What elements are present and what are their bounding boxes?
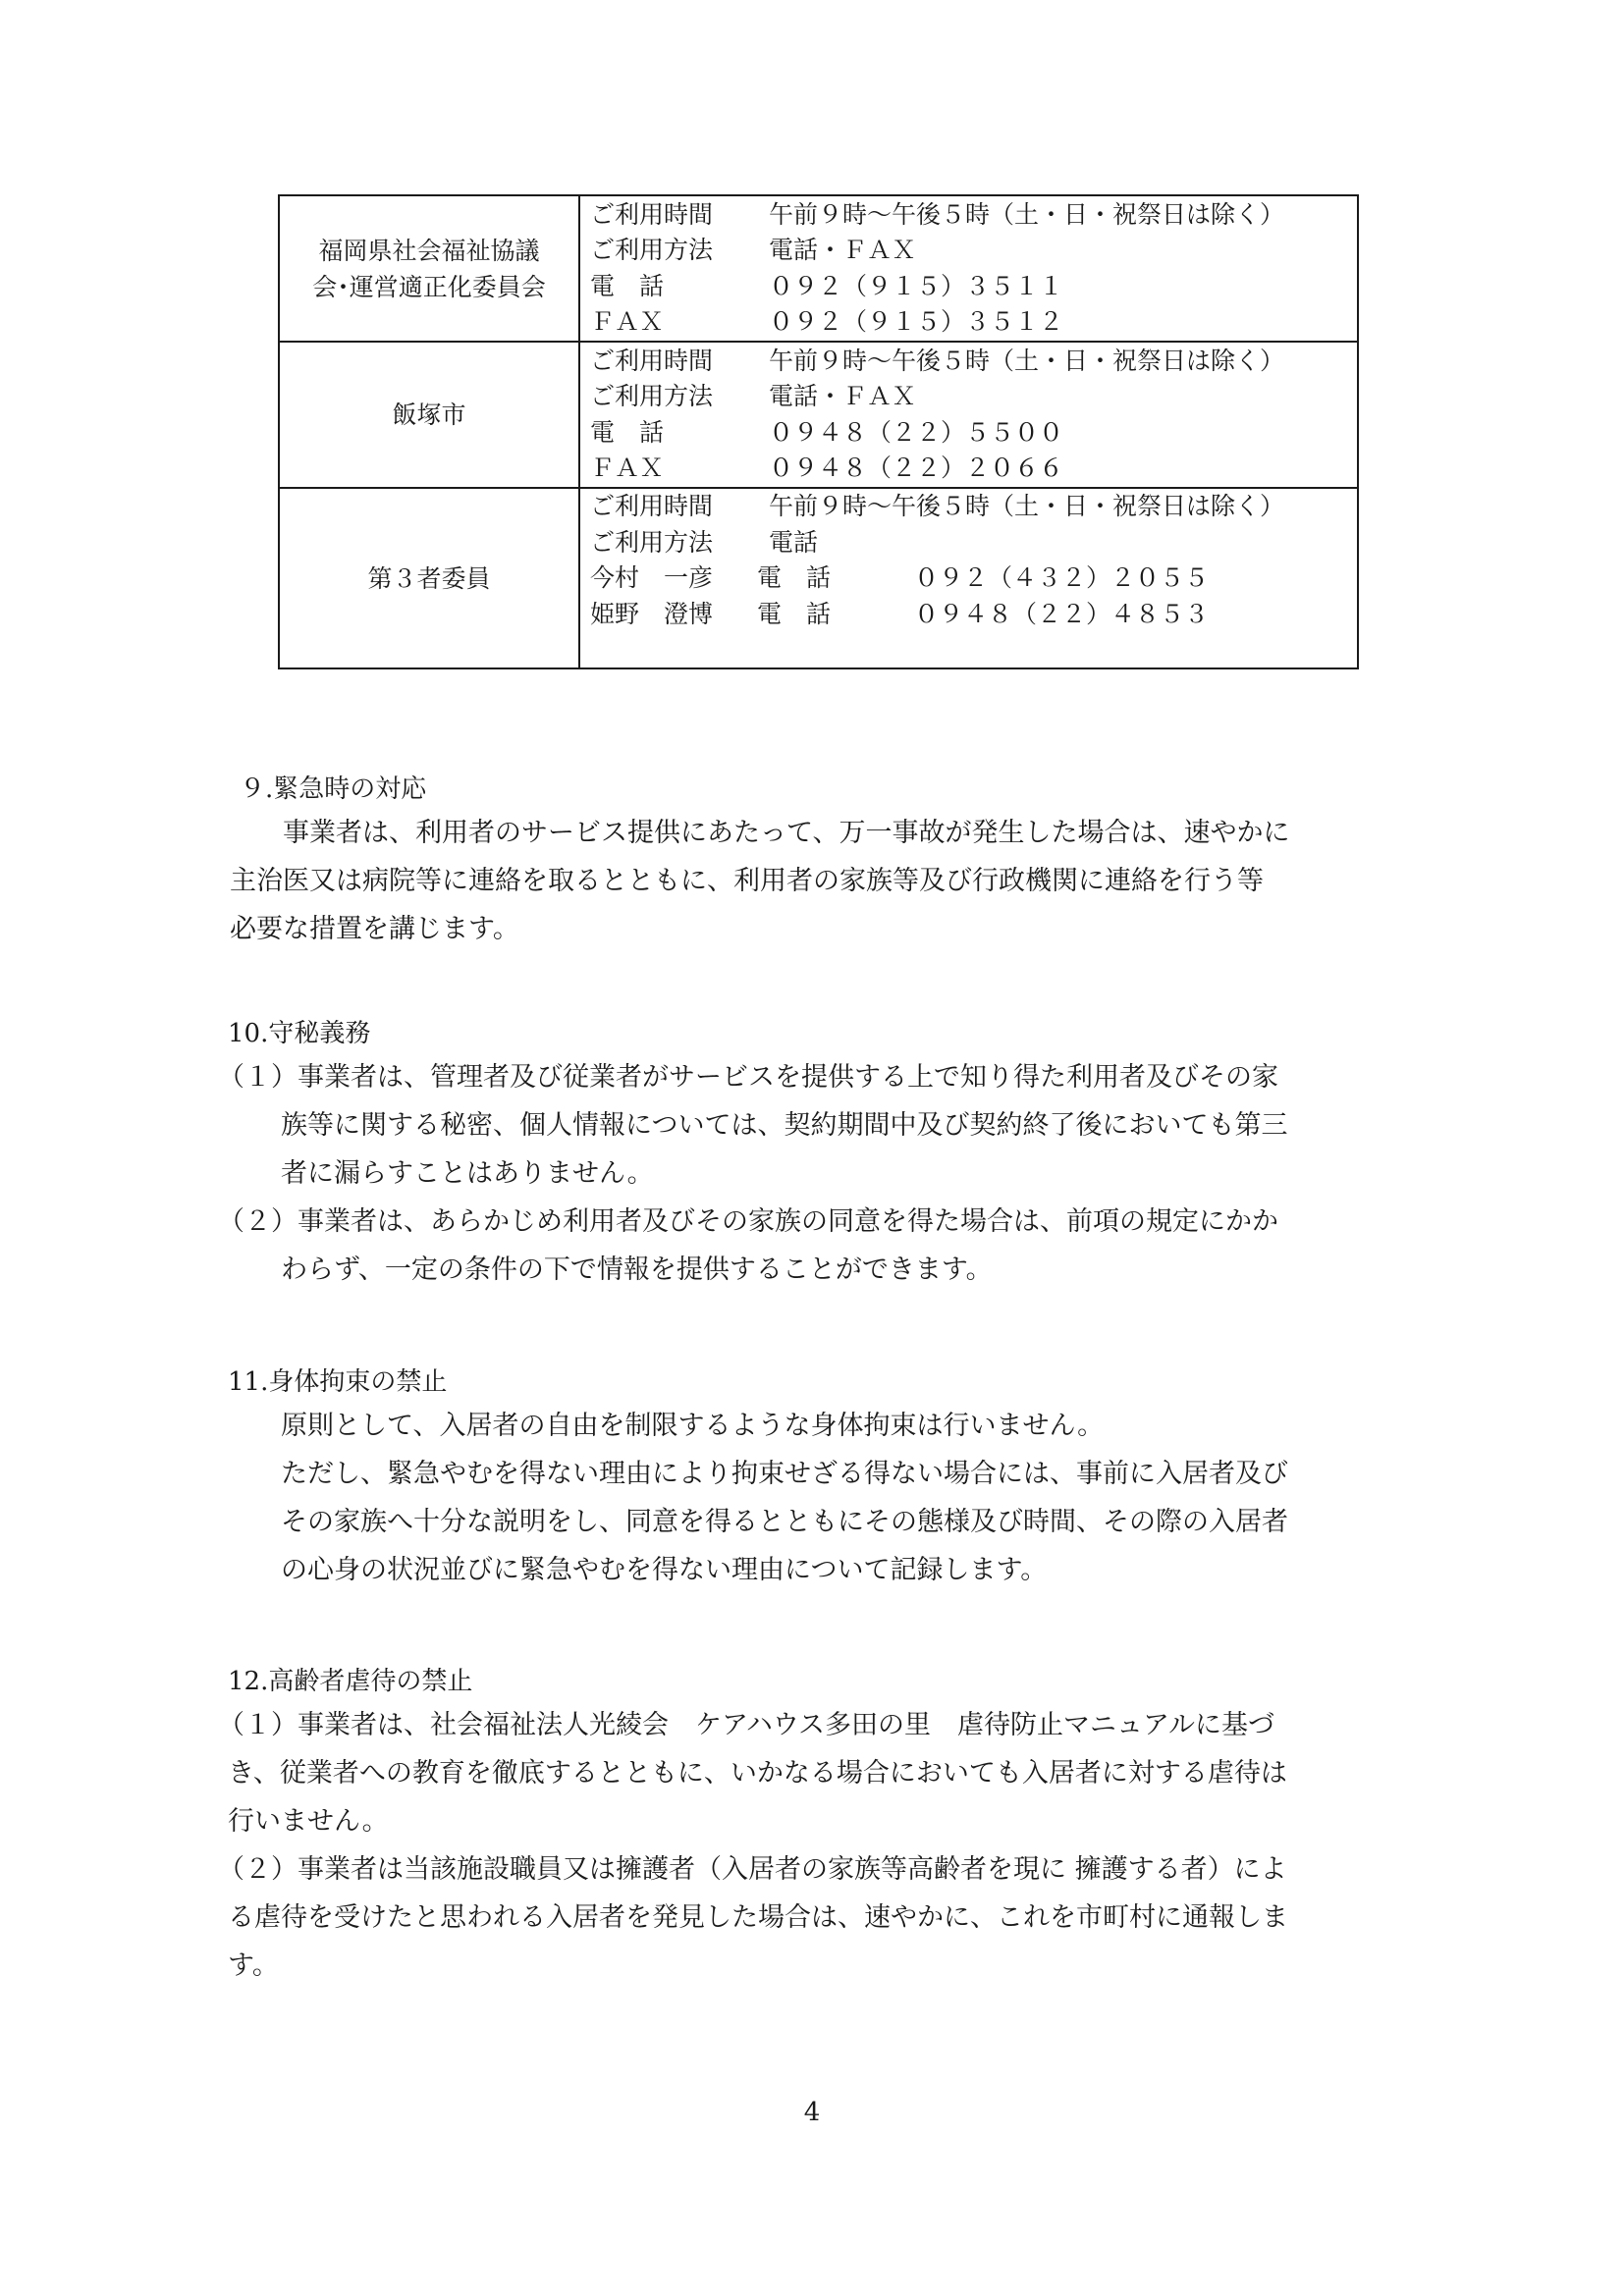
- section-body: [218, 1402, 1459, 1594]
- info-label: ご利用方法: [590, 236, 714, 264]
- info-cell: [579, 488, 1358, 668]
- org-name-line: 飯塚市: [392, 400, 466, 429]
- info-label: 電 話: [590, 417, 665, 447]
- section-heading: 11.身体拘束の禁止: [228, 1367, 448, 1397]
- text-line: 事業者は、利用者のサービス提供にあたって、万一事故が発生した場合は、速やかに: [283, 818, 1290, 848]
- info-label: ご利用方法: [590, 382, 714, 410]
- text-line: す。: [228, 1950, 279, 1981]
- contact-table: [278, 194, 1359, 669]
- person-name: 今村 一彦: [590, 563, 714, 592]
- info-value: 電話: [769, 527, 819, 557]
- info-label: 電 話: [590, 271, 665, 300]
- page-number: 4: [803, 2098, 821, 2127]
- section-body: [230, 809, 1408, 953]
- text-line: （１）事業者は、管理者及び従業者がサービスを提供する上で知り得た利用者及びその家: [218, 1062, 1278, 1093]
- info-cell: [579, 195, 1358, 342]
- org-name-line: 福岡県社会福祉協議: [318, 236, 540, 265]
- info-value: ０９４８（２２）５５００: [769, 417, 1064, 447]
- text-line: 必要な措置を講じます。: [230, 914, 519, 944]
- table-row: [279, 342, 1358, 488]
- text-line: ただし、緊急やむを得ない理由により拘束せざる得ない場合には、事前に入居者及び: [281, 1459, 1288, 1489]
- table-row: [279, 195, 1358, 342]
- info-label: ＦＡＸ: [590, 454, 665, 482]
- info-label: ＦＡＸ: [590, 307, 665, 336]
- org-name-line: 会･運営適正化委員会: [312, 272, 546, 301]
- text-line: の心身の状況並びに緊急やむを得ない理由について記録します。: [281, 1555, 1048, 1585]
- org-cell: [279, 342, 579, 488]
- section-body: [218, 1701, 1396, 1990]
- info-value: ０９４８（２２）２０６６: [769, 454, 1064, 482]
- org-cell: [279, 488, 579, 668]
- section-9: [230, 770, 1408, 953]
- org-cell: [279, 195, 579, 342]
- info-value: ０９４８（２２）４８５３: [914, 599, 1210, 628]
- info-label: ご利用時間: [590, 492, 714, 520]
- info-value: ０９２（９１５）３５１２: [769, 307, 1064, 336]
- info-value: 午前９時～午後５時（土・日・祝祭日は除く）: [769, 199, 1285, 229]
- section-12: [218, 1662, 1396, 1990]
- text-line: き、従業者への教育を徹底するとともに、いかなる場合においても入居者に対する虐待は: [228, 1758, 1287, 1789]
- table-row: [279, 488, 1358, 668]
- info-value: 午前９時～午後５時（土・日・祝祭日は除く）: [769, 492, 1285, 520]
- info-value: 午前９時～午後５時（土・日・祝祭日は除く）: [769, 346, 1285, 375]
- text-line: その家族へ十分な説明をし、同意を得るとともにその態様及び時間、その際の入居者: [281, 1507, 1288, 1537]
- info-label: ご利用時間: [590, 199, 714, 229]
- info-label: 電 話: [757, 563, 832, 592]
- info-value: 電話・ＦＡＸ: [769, 236, 917, 264]
- text-line: 行いません。: [228, 1806, 389, 1837]
- text-line: （２）事業者は、あらかじめ利用者及びその家族の同意を得た場合は、前項の規定にかか: [218, 1206, 1278, 1237]
- info-cell: [579, 342, 1358, 488]
- section-body: [218, 1053, 1396, 1294]
- info-value: 電話・ＦＡＸ: [769, 382, 917, 410]
- person-name: 姫野 澄博: [590, 599, 714, 628]
- info-value: ０９２（９１５）３５１１: [769, 271, 1064, 300]
- section-11: [228, 1362, 1459, 1594]
- text-line: 主治医又は病院等に連絡を取るとともに、利用者の家族等及び行政機関に連絡を行う等: [230, 866, 1264, 896]
- text-line: （２）事業者は当該施設職員又は擁護者（入居者の家族等高齢者を現に 擁護する者）によ: [218, 1854, 1287, 1885]
- info-value: ０９２（４３２）２０５５: [914, 563, 1210, 592]
- info-label: ご利用方法: [590, 527, 714, 557]
- text-line: わらず、一定の条件の下で情報を提供することができます。: [281, 1255, 993, 1285]
- section-heading: 12.高齢者虐待の禁止: [228, 1667, 473, 1696]
- text-line: 原則として、入居者の自由を制限するような身体拘束は行いません。: [281, 1411, 1105, 1441]
- section-heading: ９.緊急時の対応: [240, 774, 427, 804]
- text-line: 者に漏らすことはありません。: [281, 1158, 654, 1189]
- section-10: [218, 1014, 1396, 1294]
- info-label: 電 話: [757, 599, 832, 628]
- text-line: る虐待を受けたと思われる入居者を発見した場合は、速やかに、これを市町村に通報しま: [228, 1902, 1288, 1933]
- text-line: 族等に関する秘密、個人情報については、契約期間中及び契約終了後においても第三: [281, 1110, 1288, 1141]
- text-line: （１）事業者は、社会福祉法人光綾会 ケアハウス多田の里 虐待防止マニュアルに基づ: [218, 1710, 1274, 1740]
- org-name-line: 第３者委員: [367, 563, 491, 593]
- section-heading: 10.守秘義務: [228, 1019, 371, 1048]
- info-label: ご利用時間: [590, 346, 714, 375]
